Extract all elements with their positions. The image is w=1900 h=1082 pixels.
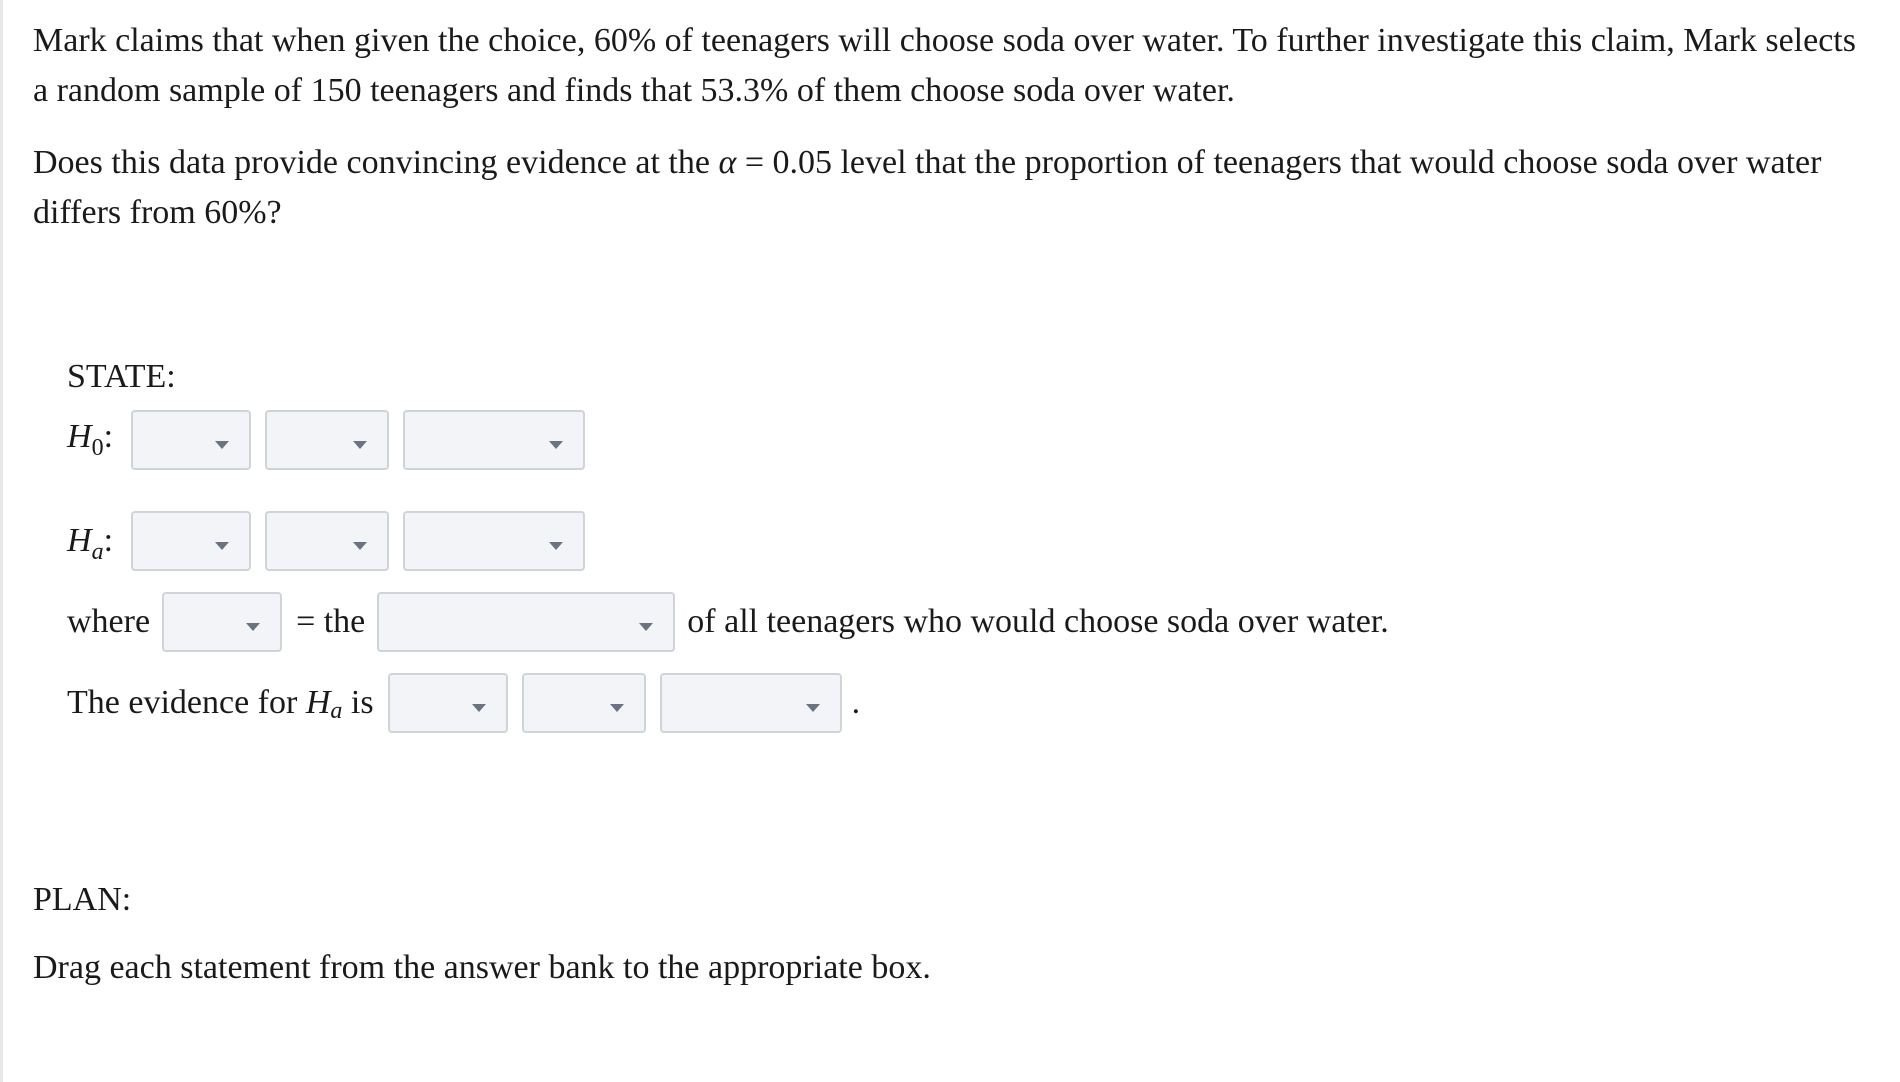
null-hypothesis-row (67, 410, 599, 470)
equals-the-label: = the (296, 603, 366, 640)
problem-paragraph-1: Mark claims that when given the choice, 60% of teenagers will choose soda over water. To further investigate this claim, Mark selects a random sample of 150 teenagers and finds that 53.3% of them choose soda over water. (33, 22, 1856, 109)
ha-value-dropdown[interactable] (403, 511, 585, 571)
chevron-down-icon (353, 542, 367, 550)
chevron-down-icon (472, 704, 486, 712)
evidence-h-letter: H (305, 684, 331, 721)
h0-label (67, 418, 131, 462)
alt-hypothesis-row (67, 511, 599, 571)
h0-colon: : (103, 418, 114, 456)
chevron-down-icon (610, 704, 624, 712)
chevron-down-icon (215, 441, 229, 449)
problem-paragraph-2 (33, 138, 1873, 238)
chevron-down-icon (549, 441, 563, 449)
h0-letter: H (67, 418, 92, 456)
chevron-down-icon (353, 441, 367, 449)
chevron-down-icon (549, 542, 563, 550)
chevron-down-icon (806, 704, 820, 712)
left-border (0, 0, 3, 1082)
ha-label (67, 522, 131, 565)
evidence-dropdown-3[interactable] (660, 673, 842, 733)
chevron-down-icon (215, 542, 229, 550)
ha-letter: H (67, 522, 92, 559)
state-heading: STATE: (67, 358, 176, 395)
ha-parameter-dropdown[interactable] (131, 511, 251, 571)
plan-instruction: Drag each statement from the answer bank to the appropriate box. (33, 949, 931, 986)
h0-subscript: 0 (91, 434, 104, 461)
h0-parameter-dropdown[interactable] (131, 410, 251, 470)
paragraph-2-end: = 0.05 level that the proportion of teenagers that would choose soda over water differs from 60%? (33, 144, 1822, 231)
h0-relation-dropdown[interactable] (265, 410, 389, 470)
where-suffix: of all teenagers who would choose soda over water. (687, 603, 1389, 640)
evidence-prefix: The evidence for (67, 684, 306, 721)
evidence-is: is (342, 684, 374, 721)
where-label: where (67, 603, 151, 640)
evidence-row (67, 673, 860, 733)
evidence-period: . (851, 684, 861, 721)
evidence-dropdown-2[interactable] (522, 673, 646, 733)
question-text (33, 16, 1873, 238)
plan-section (33, 875, 931, 993)
where-parameter-dropdown[interactable] (162, 592, 282, 652)
evidence-subscript: a (330, 697, 343, 724)
evidence-dropdown-1[interactable] (388, 673, 508, 733)
ha-relation-dropdown[interactable] (265, 511, 389, 571)
plan-heading: PLAN: (33, 881, 132, 918)
chevron-down-icon (246, 623, 260, 631)
where-row (67, 592, 1389, 652)
where-description-dropdown[interactable] (377, 592, 675, 652)
h0-value-dropdown[interactable] (403, 410, 585, 470)
ha-colon: : (103, 522, 114, 559)
alpha-symbol: α (718, 144, 737, 181)
paragraph-2-start: Does this data provide convincing evidence at the (33, 144, 719, 181)
chevron-down-icon (639, 623, 653, 631)
ha-subscript: a (91, 539, 104, 565)
